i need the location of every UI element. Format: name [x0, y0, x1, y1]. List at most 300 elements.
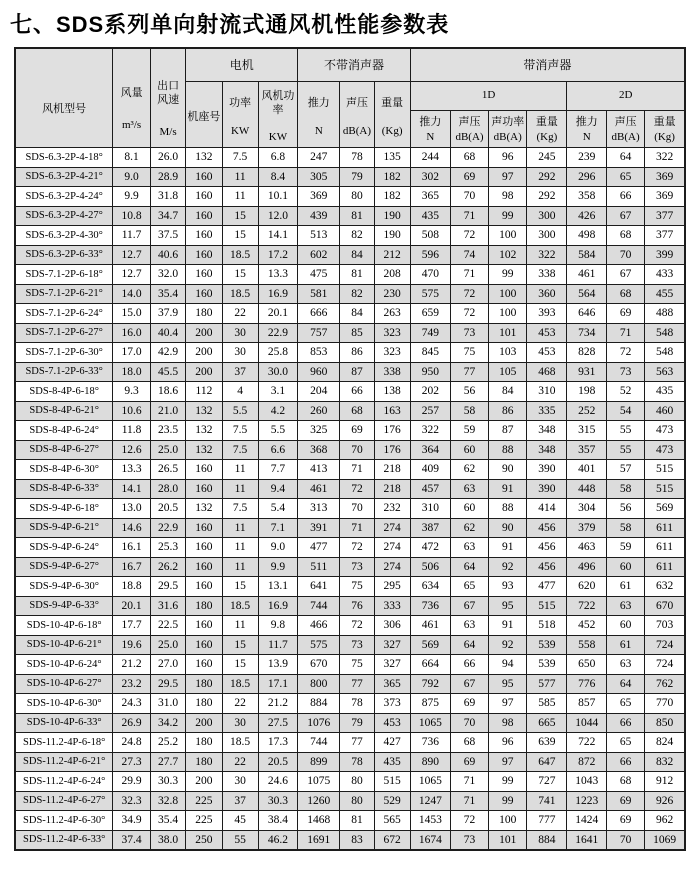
value-cell: 71 [340, 518, 374, 538]
table-row [15, 596, 685, 616]
value-cell: 564 [567, 284, 607, 304]
value-cell: 86 [489, 401, 527, 421]
value-cell: 69 [607, 304, 645, 324]
value-cell: 853 [298, 343, 340, 363]
value-cell: 72 [450, 811, 488, 831]
value-cell: 91 [489, 479, 527, 499]
value-cell: 496 [567, 557, 607, 577]
value-cell: 160 [186, 284, 222, 304]
table-row [15, 499, 685, 519]
frame-label: 机座号 [187, 110, 221, 123]
value-cell: 72 [340, 616, 374, 636]
value-cell: 461 [298, 479, 340, 499]
value-cell: 22.5 [150, 616, 186, 636]
value-cell: 390 [527, 479, 567, 499]
value-cell: 569 [645, 499, 685, 519]
value-cell: 650 [567, 655, 607, 675]
value-cell: 575 [410, 284, 450, 304]
value-cell: 13.3 [113, 460, 151, 480]
value-cell: 477 [298, 538, 340, 558]
value-cell: 11.7 [113, 226, 151, 246]
value-cell: 777 [527, 811, 567, 831]
value-cell: 218 [374, 479, 410, 499]
value-cell: 513 [298, 226, 340, 246]
value-cell: 575 [298, 635, 340, 655]
value-cell: 68 [450, 733, 488, 753]
value-cell: 31.8 [150, 187, 186, 207]
model-cell: SDS-10-4P-6-18° [15, 616, 113, 636]
value-cell: 393 [527, 304, 567, 324]
value-cell: 665 [527, 713, 567, 733]
value-cell: 70 [607, 245, 645, 265]
value-cell: 73 [340, 557, 374, 577]
value-cell: 744 [298, 596, 340, 616]
value-cell: 1075 [298, 772, 340, 792]
value-cell: 160 [186, 245, 222, 265]
value-cell: 620 [567, 577, 607, 597]
value-cell: 23.5 [150, 421, 186, 441]
table-row [15, 577, 685, 597]
value-cell: 21.0 [150, 401, 186, 421]
model-cell: SDS-6.3-2P-6-33° [15, 245, 113, 265]
value-cell: 1043 [567, 772, 607, 792]
value-cell: 59 [450, 421, 488, 441]
value-cell: 99 [489, 265, 527, 285]
value-cell: 97 [489, 752, 527, 772]
value-cell: 80 [340, 791, 374, 811]
value-cell: 21.2 [258, 694, 298, 714]
value-cell: 391 [298, 518, 340, 538]
value-cell: 212 [374, 245, 410, 265]
value-cell: 34.9 [113, 811, 151, 831]
value-cell: 369 [645, 167, 685, 187]
value-cell: 24.3 [113, 694, 151, 714]
value-cell: 218 [374, 460, 410, 480]
model-cell: SDS-9-4P-6-18° [15, 499, 113, 519]
value-cell: 71 [450, 265, 488, 285]
value-cell: 87 [340, 362, 374, 382]
value-cell: 348 [527, 440, 567, 460]
model-cell: SDS-7.1-2P-6-18° [15, 265, 113, 285]
value-cell: 66 [607, 713, 645, 733]
value-cell: 646 [567, 304, 607, 324]
value-cell: 1069 [645, 830, 685, 850]
value-cell: 414 [527, 499, 567, 519]
value-cell: 468 [527, 362, 567, 382]
table-row [15, 733, 685, 753]
value-cell: 245 [527, 148, 567, 168]
value-cell: 73 [450, 323, 488, 343]
value-cell: 101 [489, 323, 527, 343]
value-cell: 9.9 [113, 187, 151, 207]
value-cell: 857 [567, 694, 607, 714]
thrust-unit: N [314, 124, 323, 137]
value-cell: 453 [527, 343, 567, 363]
value-cell: 453 [527, 323, 567, 343]
value-cell: 180 [186, 674, 222, 694]
value-cell: 69 [450, 694, 488, 714]
value-cell: 792 [410, 674, 450, 694]
value-cell: 55 [222, 830, 258, 850]
value-cell: 19.6 [113, 635, 151, 655]
model-cell: SDS-9-4P-6-27° [15, 557, 113, 577]
col-header-power [222, 82, 258, 148]
table-row [15, 811, 685, 831]
value-cell: 611 [645, 557, 685, 577]
value-cell: 22 [222, 304, 258, 324]
value-cell: 200 [186, 713, 222, 733]
value-cell: 409 [410, 460, 450, 480]
value-cell: 58 [607, 518, 645, 538]
value-cell: 37 [222, 791, 258, 811]
value-cell: 292 [527, 167, 567, 187]
value-cell: 12.6 [113, 440, 151, 460]
value-cell: 27.5 [258, 713, 298, 733]
value-cell: 45 [222, 811, 258, 831]
value-cell: 16.1 [113, 538, 151, 558]
table-row [15, 694, 685, 714]
model-cell: SDS-6.3-2P-4-18° [15, 148, 113, 168]
value-cell: 72 [450, 284, 488, 304]
value-cell: 160 [186, 538, 222, 558]
value-cell: 71 [450, 791, 488, 811]
model-cell: SDS-11.2-4P-6-21° [15, 752, 113, 772]
value-cell: 1674 [410, 830, 450, 850]
value-cell: 17.3 [258, 733, 298, 753]
value-cell: 379 [567, 518, 607, 538]
value-cell: 17.0 [113, 343, 151, 363]
value-cell: 176 [374, 421, 410, 441]
value-cell: 66 [340, 382, 374, 402]
value-cell: 72 [450, 304, 488, 324]
value-cell: 72 [340, 538, 374, 558]
col-header-2d-thrust [567, 111, 607, 148]
value-cell: 80 [340, 772, 374, 792]
value-cell: 455 [645, 284, 685, 304]
value-cell: 138 [374, 382, 410, 402]
value-cell: 75 [340, 577, 374, 597]
value-cell: 250 [186, 830, 222, 850]
value-cell: 850 [645, 713, 685, 733]
model-cell: SDS-10-4P-6-24° [15, 655, 113, 675]
value-cell: 670 [298, 655, 340, 675]
value-cell: 456 [527, 557, 567, 577]
value-cell: 30.3 [258, 791, 298, 811]
value-cell: 200 [186, 323, 222, 343]
value-cell: 60 [607, 616, 645, 636]
value-cell: 34.2 [150, 713, 186, 733]
value-cell: 323 [374, 323, 410, 343]
value-cell: 274 [374, 538, 410, 558]
value-cell: 160 [186, 557, 222, 577]
value-cell: 88 [489, 440, 527, 460]
value-cell: 94 [489, 655, 527, 675]
flow-label: 风量 [120, 87, 143, 100]
col-header-fan-power [258, 82, 298, 148]
value-cell: 22 [222, 752, 258, 772]
value-cell: 64 [607, 674, 645, 694]
value-cell: 569 [410, 635, 450, 655]
value-cell: 10.6 [113, 401, 151, 421]
value-cell: 563 [645, 362, 685, 382]
value-cell: 56 [450, 382, 488, 402]
value-cell: 67 [450, 674, 488, 694]
model-cell: SDS-8-4P-6-30° [15, 460, 113, 480]
value-cell: 824 [645, 733, 685, 753]
value-cell: 92 [489, 635, 527, 655]
value-cell: 98 [489, 713, 527, 733]
value-cell: 14.1 [258, 226, 298, 246]
value-cell: 9.4 [258, 479, 298, 499]
value-cell: 456 [527, 518, 567, 538]
value-cell: 22.9 [258, 323, 298, 343]
value-cell: 672 [374, 830, 410, 850]
value-cell: 60 [607, 557, 645, 577]
value-cell: 295 [374, 577, 410, 597]
value-cell: 884 [298, 694, 340, 714]
value-cell: 373 [374, 694, 410, 714]
value-cell: 18.8 [113, 577, 151, 597]
pressure-label: 声压 [614, 115, 637, 128]
value-cell: 659 [410, 304, 450, 324]
value-cell: 95 [489, 674, 527, 694]
value-cell: 776 [567, 674, 607, 694]
value-cell: 20.1 [258, 304, 298, 324]
value-cell: 727 [527, 772, 567, 792]
value-cell: 132 [186, 148, 222, 168]
value-cell: 9.8 [258, 616, 298, 636]
table-row [15, 538, 685, 558]
value-cell: 200 [186, 343, 222, 363]
value-cell: 55 [607, 421, 645, 441]
value-cell: 912 [645, 772, 685, 792]
value-cell: 7.1 [258, 518, 298, 538]
model-cell: SDS-8-4P-6-24° [15, 421, 113, 441]
value-cell: 225 [186, 811, 222, 831]
value-cell: 25.0 [150, 635, 186, 655]
value-cell: 413 [298, 460, 340, 480]
value-cell: 26.2 [150, 557, 186, 577]
value-cell: 22 [222, 694, 258, 714]
value-cell: 13.0 [113, 499, 151, 519]
value-cell: 190 [374, 206, 410, 226]
model-cell: SDS-8-4P-6-33° [15, 479, 113, 499]
value-cell: 58 [607, 479, 645, 499]
value-cell: 81 [340, 265, 374, 285]
value-cell: 832 [645, 752, 685, 772]
value-cell: 300 [527, 226, 567, 246]
value-cell: 1260 [298, 791, 340, 811]
value-cell: 27.0 [150, 655, 186, 675]
fan-power-unit: KW [268, 131, 288, 144]
value-cell: 29.5 [150, 577, 186, 597]
value-cell: 539 [527, 655, 567, 675]
value-cell: 322 [410, 421, 450, 441]
value-cell: 757 [298, 323, 340, 343]
value-cell: 435 [374, 752, 410, 772]
value-cell: 736 [410, 596, 450, 616]
value-cell: 160 [186, 518, 222, 538]
value-cell: 22.9 [150, 518, 186, 538]
table-body [15, 148, 685, 851]
value-cell: 1691 [298, 830, 340, 850]
value-cell: 15 [222, 226, 258, 246]
value-cell: 66 [450, 655, 488, 675]
value-cell: 9.0 [258, 538, 298, 558]
value-cell: 23.2 [113, 674, 151, 694]
value-cell: 38.0 [150, 830, 186, 850]
value-cell: 27.3 [113, 752, 151, 772]
value-cell: 300 [527, 206, 567, 226]
flow-unit: m³/s [121, 119, 142, 131]
value-cell: 666 [298, 304, 340, 324]
value-cell: 632 [645, 577, 685, 597]
value-cell: 34.7 [150, 206, 186, 226]
value-cell: 16.9 [258, 596, 298, 616]
value-cell: 35.4 [150, 284, 186, 304]
value-cell: 75 [340, 655, 374, 675]
value-cell: 20.5 [258, 752, 298, 772]
model-cell: SDS-7.1-2P-6-21° [15, 284, 113, 304]
value-cell: 875 [410, 694, 450, 714]
value-cell: 60 [450, 440, 488, 460]
value-cell: 239 [567, 148, 607, 168]
value-cell: 722 [567, 733, 607, 753]
table-row [15, 323, 685, 343]
value-cell: 68 [607, 226, 645, 246]
value-cell: 1424 [567, 811, 607, 831]
value-cell: 100 [489, 226, 527, 246]
value-cell: 66 [607, 187, 645, 207]
value-cell: 4.2 [258, 401, 298, 421]
value-cell: 78 [340, 148, 374, 168]
value-cell: 18.5 [222, 245, 258, 265]
value-cell: 470 [410, 265, 450, 285]
value-cell: 962 [645, 811, 685, 831]
value-cell: 506 [410, 557, 450, 577]
model-cell: SDS-6.3-2P-4-27° [15, 206, 113, 226]
value-cell: 845 [410, 343, 450, 363]
value-cell: 27.7 [150, 752, 186, 772]
value-cell: 72 [450, 226, 488, 246]
power-label: 功率 [229, 96, 252, 109]
model-cell: SDS-11.2-4P-6-18° [15, 733, 113, 753]
value-cell: 99 [489, 772, 527, 792]
value-cell: 335 [527, 401, 567, 421]
value-cell: 4 [222, 382, 258, 402]
model-cell: SDS-7.1-2P-6-30° [15, 343, 113, 363]
table-row [15, 362, 685, 382]
value-cell: 62 [450, 518, 488, 538]
table-row [15, 830, 685, 850]
table-row [15, 460, 685, 480]
pressure-label: 声压 [345, 96, 368, 109]
value-cell: 736 [410, 733, 450, 753]
value-cell: 515 [645, 479, 685, 499]
value-cell: 75 [450, 343, 488, 363]
value-cell: 581 [298, 284, 340, 304]
value-cell: 86 [340, 343, 374, 363]
value-cell: 204 [298, 382, 340, 402]
value-cell: 7.5 [222, 421, 258, 441]
value-cell: 14.0 [113, 284, 151, 304]
value-cell: 230 [374, 284, 410, 304]
value-cell: 58 [450, 401, 488, 421]
value-cell: 160 [186, 187, 222, 207]
value-cell: 511 [298, 557, 340, 577]
value-cell: 1453 [410, 811, 450, 831]
value-cell: 73 [607, 362, 645, 382]
table-row [15, 382, 685, 402]
value-cell: 310 [527, 382, 567, 402]
value-cell: 722 [567, 596, 607, 616]
value-cell: 202 [410, 382, 450, 402]
model-cell: SDS-8-4P-6-18° [15, 382, 113, 402]
value-cell: 950 [410, 362, 450, 382]
col-header-2d-pressure [607, 111, 645, 148]
model-cell: SDS-11.2-4P-6-24° [15, 772, 113, 792]
value-cell: 72 [340, 479, 374, 499]
table-row [15, 791, 685, 811]
value-cell: 357 [567, 440, 607, 460]
table-row [15, 752, 685, 772]
value-cell: 176 [374, 440, 410, 460]
weight-label: 重量 [535, 115, 558, 128]
value-cell: 315 [567, 421, 607, 441]
value-cell: 83 [340, 830, 374, 850]
value-cell: 45.5 [150, 362, 186, 382]
model-cell: SDS-9-4P-6-33° [15, 596, 113, 616]
model-cell: SDS-6.3-2P-4-30° [15, 226, 113, 246]
value-cell: 323 [374, 343, 410, 363]
table-row [15, 772, 685, 792]
value-cell: 97 [489, 694, 527, 714]
value-cell: 17.2 [258, 245, 298, 265]
table-row [15, 479, 685, 499]
value-cell: 68 [607, 284, 645, 304]
table-row [15, 557, 685, 577]
value-cell: 105 [489, 362, 527, 382]
value-cell: 56 [607, 499, 645, 519]
value-cell: 69 [450, 167, 488, 187]
value-cell: 112 [186, 382, 222, 402]
value-cell: 448 [567, 479, 607, 499]
value-cell: 338 [374, 362, 410, 382]
value-cell: 32.8 [150, 791, 186, 811]
model-cell: SDS-10-4P-6-30° [15, 694, 113, 714]
value-cell: 15 [222, 265, 258, 285]
value-cell: 260 [298, 401, 340, 421]
value-cell: 37.5 [150, 226, 186, 246]
value-cell: 29.9 [113, 772, 151, 792]
value-cell: 12.0 [258, 206, 298, 226]
value-cell: 74 [450, 245, 488, 265]
value-cell: 377 [645, 226, 685, 246]
value-cell: 17.1 [258, 674, 298, 694]
value-cell: 96 [489, 733, 527, 753]
thrust-label: 推力 [307, 96, 330, 109]
value-cell: 762 [645, 674, 685, 694]
value-cell: 327 [374, 655, 410, 675]
value-cell: 180 [186, 596, 222, 616]
table-row [15, 167, 685, 187]
value-cell: 12.7 [113, 245, 151, 265]
value-cell: 132 [186, 440, 222, 460]
value-cell: 322 [645, 148, 685, 168]
value-cell: 463 [567, 538, 607, 558]
value-cell: 160 [186, 635, 222, 655]
value-cell: 13.9 [258, 655, 298, 675]
